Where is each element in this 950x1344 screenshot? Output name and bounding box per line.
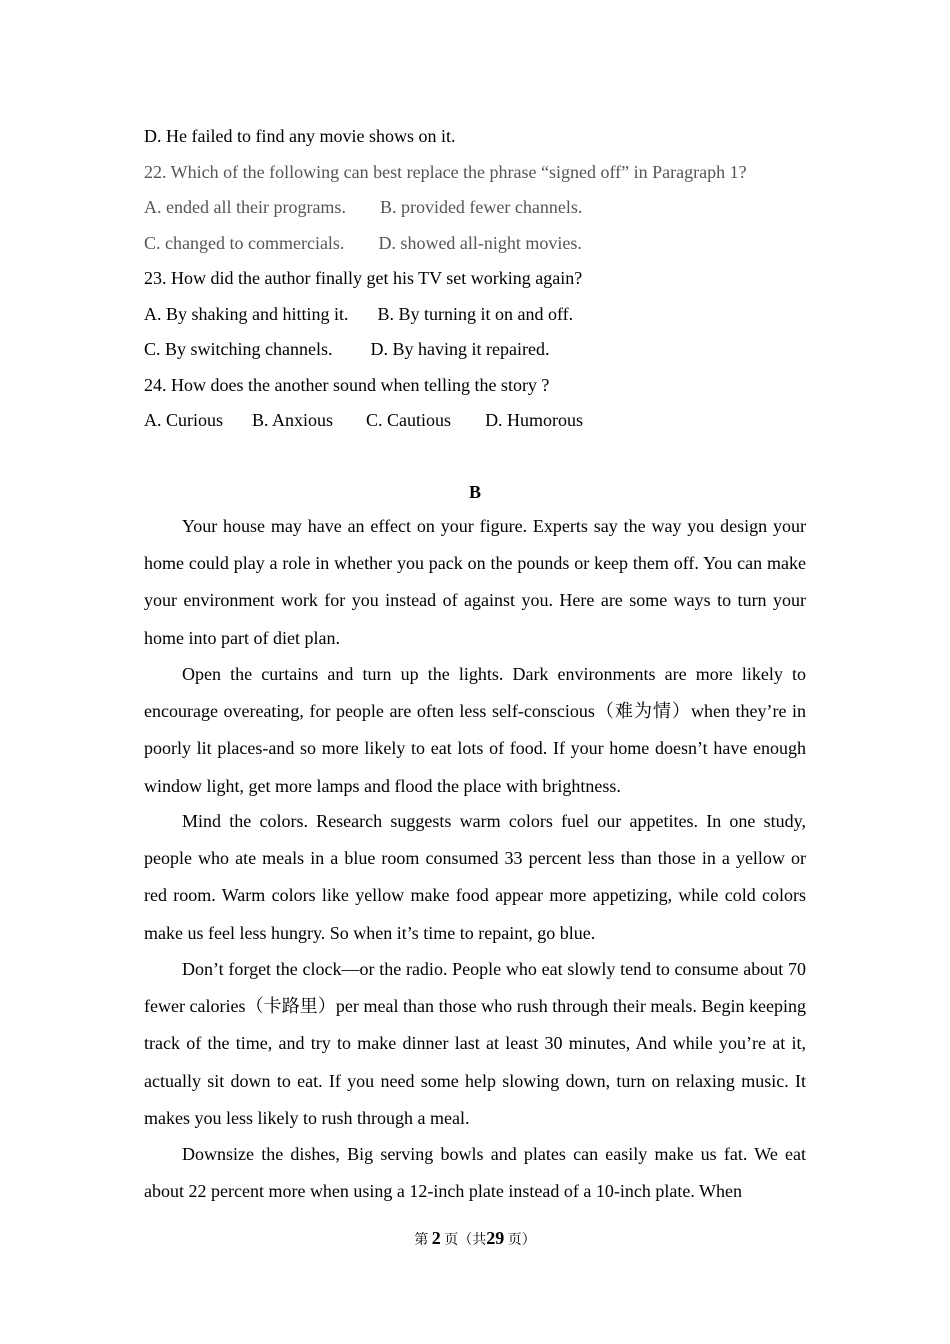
q24-option-d: D. Humorous bbox=[485, 410, 584, 430]
q23-option-a: A. By shaking and hitting it. bbox=[144, 304, 349, 324]
section-b-heading: B bbox=[468, 482, 481, 502]
q23-stem: 23. How did the author finally get his TV set working again? bbox=[144, 268, 583, 288]
q24-option-c: C. Cautious bbox=[366, 410, 452, 430]
page-footer bbox=[0, 1226, 950, 1253]
q23-option-b: B. By turning it on and off. bbox=[377, 304, 574, 324]
section-b-paragraph-4: Don’t forget the clock—or the radio. People who eat slowly tend to consume about 70 fewer calories（卡路里）per meal than those who rush through their meals. Begin keeping track of the time, and try to make dinner last at least 30 minutes, And while you’re at it, actually sit down to eat. If you need some help slowing down, turn on relaxing music. It makes you less likely to rush through a meal. bbox=[144, 959, 806, 1128]
footer-total-pages: 29 bbox=[486, 1228, 505, 1248]
footer-page-number: 2 bbox=[431, 1228, 441, 1248]
q23-options-row-1 bbox=[144, 302, 573, 326]
footer-prefix: 第 bbox=[414, 1233, 429, 1248]
q24-options-row bbox=[144, 408, 583, 432]
q22-options-row-2 bbox=[144, 231, 582, 255]
q22-stem: 22. Which of the following can best replace the phrase “signed off” in Paragraph 1? bbox=[144, 162, 747, 182]
q22-option-d: D. showed all-night movies. bbox=[378, 233, 582, 253]
q23-option-d: D. By having it repaired. bbox=[370, 339, 550, 359]
q23-options-row-2 bbox=[144, 337, 549, 361]
section-b-paragraph-2: Open the curtains and turn up the lights. Dark environments are more likely to encourage overeating, for people are often less self-conscious（难为情）when they’re in poorly lit places-and so more likely to eat lots of food. If your home doesn’t have enough window light, get more lamps and flood the place with brightness. bbox=[144, 664, 806, 796]
q23-option-c: C. By switching channels. bbox=[144, 339, 333, 359]
q24-option-b: B. Anxious bbox=[252, 410, 334, 430]
q21-option-d: D. He failed to find any movie shows on it. bbox=[144, 126, 456, 146]
q22-option-b: B. provided fewer channels. bbox=[379, 197, 583, 217]
q24-option-a: A. Curious bbox=[144, 410, 224, 430]
section-b-paragraph-3: Mind the colors. Research suggests warm colors fuel our appetites. In one study, people who ate meals in a blue room consumed 33 percent less than those in a yellow or red room. Warm colors like yellow make food appear more appetizing, while cold colors make us feel less hungry. So when it’s time to repaint, go blue. bbox=[144, 811, 806, 943]
q22-options-row-1 bbox=[144, 195, 582, 219]
section-b-paragraph-1: Your house may have an effect on your figure. Experts say the way you design your home could play a role in whether you pack on the pounds or keep them off. You can make your environment work for you instead of against you. Here are some ways to turn your home into part of diet plan. bbox=[144, 516, 806, 648]
footer-suffix: 页） bbox=[507, 1233, 536, 1248]
footer-middle: 页（共 bbox=[444, 1233, 487, 1248]
q24-stem: 24. How does the another sound when telling the story ? bbox=[144, 375, 550, 395]
q22-option-c: C. changed to commercials. bbox=[144, 233, 345, 253]
q22-option-a: A. ended all their programs. bbox=[144, 197, 346, 217]
section-b-paragraph-5: Downsize the dishes, Big serving bowls and plates can easily make us fat. We eat about 22 percent more when using a 12-inch plate instead of a 10-inch plate. When bbox=[144, 1144, 806, 1202]
